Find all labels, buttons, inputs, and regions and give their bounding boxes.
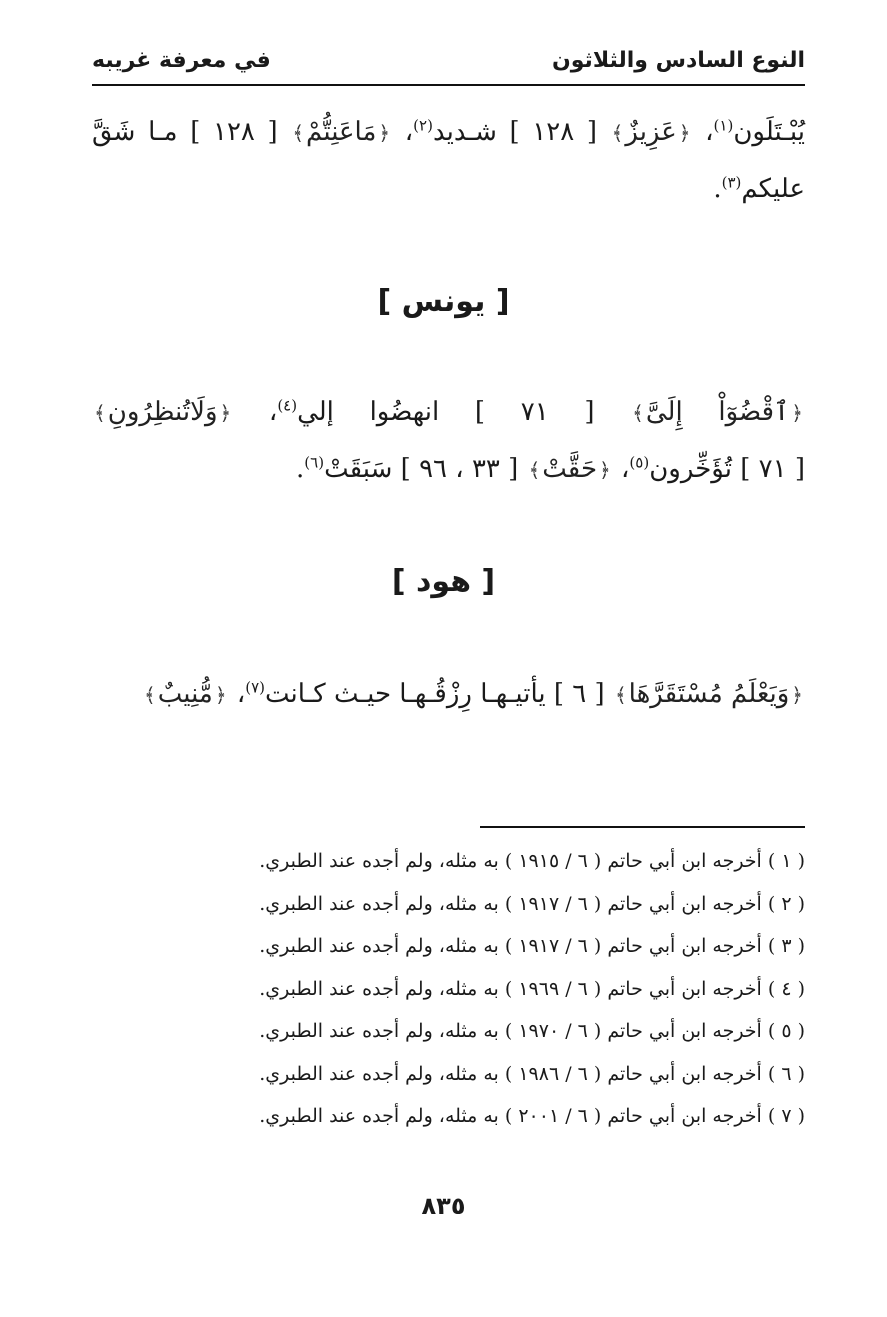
footnote-marker: (٢) xyxy=(413,116,433,135)
footnote-marker: (٤) xyxy=(277,396,298,415)
running-header xyxy=(92,38,805,86)
quran-word: وَيَعْلَمُ مُسْتَقَرَّهَا xyxy=(628,679,790,709)
text-run: تُؤَخِّرون xyxy=(649,454,732,484)
ornate-bracket: ﴿ xyxy=(214,683,227,707)
text-run: شـديد xyxy=(432,117,497,147)
ornate-bracket: ﴾ xyxy=(143,683,156,707)
text-run: يأتيـهـا رِزْقُـهـا حيـث كـانت xyxy=(265,679,546,709)
section-paragraph-2 xyxy=(92,384,805,498)
book-section-title: في معرفة غريبه xyxy=(92,48,271,73)
verse-reference: [ ٧١ ] xyxy=(439,397,631,427)
footnote: ( ١ ) أخرجه ابن أبي حاتم ( ٦ / ١٩١٥ ) به مثله، ولم أجده عند الطبري. xyxy=(259,850,805,872)
footnote-marker: (٦) xyxy=(304,453,325,472)
footnote-separator xyxy=(480,826,805,828)
text-run: ، xyxy=(233,397,278,427)
verse-reference: [ ١٢٨ ] xyxy=(177,117,291,147)
ornate-bracket: ﴾ xyxy=(614,683,627,707)
footnotes-list xyxy=(120,840,805,1138)
chapter-title: النوع السادس والثلاثون xyxy=(551,48,805,73)
quran-word: عَزِيزٌ xyxy=(625,117,677,147)
ornate-bracket: ﴾ xyxy=(611,121,624,145)
ornate-bracket: ﴿ xyxy=(599,458,611,482)
ornate-bracket: ﴿ xyxy=(678,121,691,145)
footnote-marker: (٥) xyxy=(629,453,650,472)
text-run: يُبْـتَلَون xyxy=(733,117,806,147)
verse-reference: [ ٧١ ] xyxy=(731,454,805,484)
sura-heading-yunus: [ يونس ] xyxy=(377,284,510,319)
footnote-marker: (٧) xyxy=(245,678,265,697)
ornate-bracket: ﴿ xyxy=(219,401,232,425)
section-paragraph-1 xyxy=(92,104,805,217)
text-run: ، xyxy=(692,117,714,147)
footnote-marker: (٣) xyxy=(721,173,742,192)
section-paragraph-3 xyxy=(92,666,805,723)
footnote: ( ٥ ) أخرجه ابن أبي حاتم ( ٦ / ١٩٧٠ ) به مثله، ولم أجده عند الطبري. xyxy=(259,1020,805,1042)
ornate-bracket: ﴾ xyxy=(528,458,541,482)
text-run: ، xyxy=(228,679,246,709)
text-run: انهضُوا إلي xyxy=(297,397,440,427)
ornate-bracket: ﴾ xyxy=(94,401,106,425)
text-run: . xyxy=(713,174,722,204)
quran-word: مَاعَنِتُّمْ xyxy=(306,117,377,147)
footnote: ( ٣ ) أخرجه ابن أبي حاتم ( ٦ / ١٩١٧ ) به مثله، ولم أجده عند الطبري. xyxy=(259,935,805,957)
quran-word: وَلَاتُنظِرُونِ xyxy=(107,397,218,427)
quran-word: ٱقْضُوٓاْ إِلَىَّ xyxy=(645,397,790,427)
text-run: ، xyxy=(392,117,414,147)
footnote: ( ٢ ) أخرجه ابن أبي حاتم ( ٦ / ١٩١٧ ) به مثله، ولم أجده عند الطبري. xyxy=(259,892,805,915)
ornate-bracket: ﴾ xyxy=(292,121,305,145)
ornate-bracket: ﴿ xyxy=(791,683,803,707)
ornate-bracket: ﴿ xyxy=(791,401,803,425)
footnote: ( ٦ ) أخرجه ابن أبي حاتم ( ٦ / ١٩٨٦ ) به مثله، ولم أجده عند الطبري. xyxy=(259,1062,805,1085)
footnote: ( ٧ ) أخرجه ابن أبي حاتم ( ٦ / ٢٠٠١ ) به مثله، ولم أجده عند الطبري. xyxy=(259,1105,805,1127)
verse-reference: [ ٦ ] xyxy=(545,679,613,709)
text-run: سَبَقَتْ xyxy=(324,454,393,484)
ornate-bracket: ﴿ xyxy=(378,121,391,145)
text-run: ، xyxy=(612,454,630,484)
sura-heading-hud: [ هود ] xyxy=(391,564,496,599)
ornate-bracket: ﴾ xyxy=(632,401,644,425)
verse-reference: [ ٣٣ ، ٩٦ ] xyxy=(392,454,527,484)
footnote-marker: (١) xyxy=(713,116,734,135)
verse-reference: [ ١٢٨ ] xyxy=(496,117,610,147)
quran-word: مُّنِيبٌ xyxy=(157,679,213,709)
text-run: مـا شَقَّ عليكم xyxy=(92,117,805,204)
quran-word: حَقَّتْ xyxy=(542,454,598,484)
page-number: ٨٣٥ xyxy=(421,1192,466,1220)
text-run: . xyxy=(296,454,305,484)
footnote: ( ٤ ) أخرجه ابن أبي حاتم ( ٦ / ١٩٦٩ ) به مثله، ولم أجده عند الطبري. xyxy=(259,977,805,1000)
